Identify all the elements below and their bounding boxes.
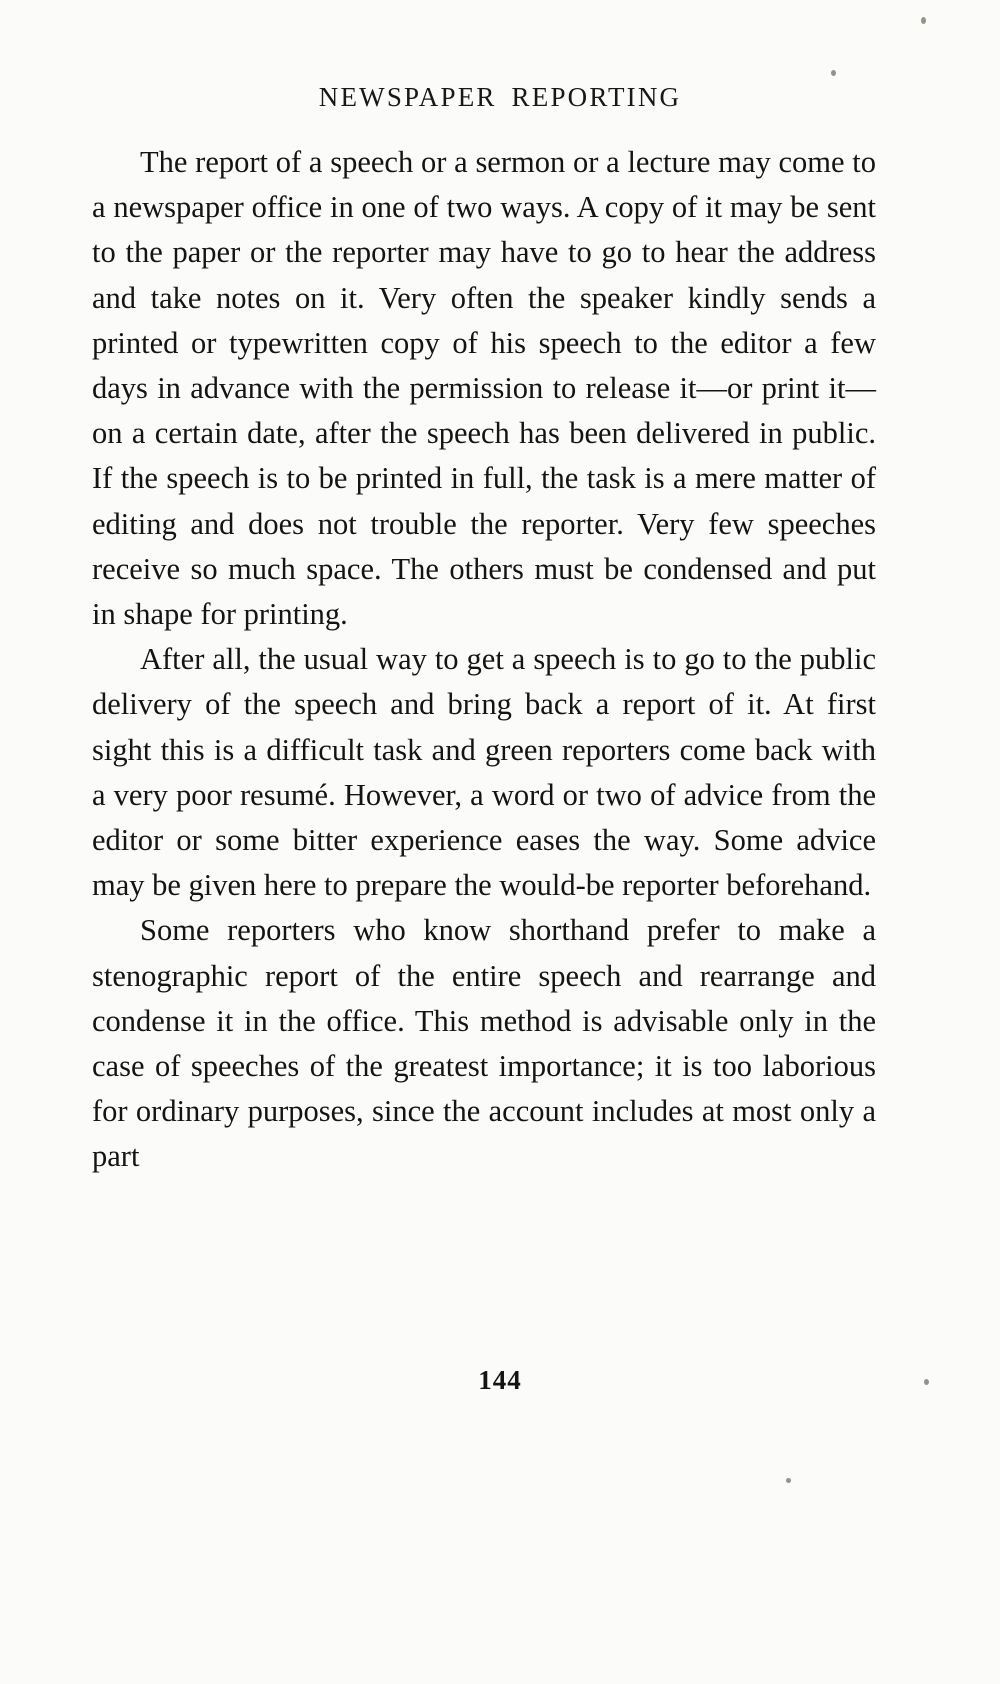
paragraph-3: Some reporters who know shorthand prefer to make a stenographic report of the entire speech and rearrange and condense it in the office. This method is advisable only in the case of speeches of the greatest importance; it is too laborious for ordinary purposes, since the account includes at most only a part: [92, 913, 876, 1174]
scan-speckle: [831, 70, 836, 76]
scan-speckle: [921, 17, 926, 24]
body-text: [92, 140, 876, 1180]
paragraph-1: The report of a speech or a sermon or a lecture may come to a newspaper office in one of two ways. A copy of it may be sent to the paper or the reporter may have to go to hear the address and take notes on it. Very often the speaker kindly sends a printed or typewritten copy of his speech to the editor a few days in advance with the permission to release it—or print it—on a certain date, after the speech has been delivered in public. If the speech is to be printed in full, the task is a mere matter of editing and does not trouble the reporter. Very few speeches receive so much space. The others must be condensed and put in shape for printing.: [92, 145, 876, 632]
paragraph-2: After all, the usual way to get a speech is to go to the public delivery of the speech and bring back a report of it. At first sight this is a difficult task and green reporters come back with a very poor resumé. However, a word or two of advice from the editor or some bitter experience eases the way. Some advice may be given here to prepare the would-be reporter beforehand.: [92, 642, 876, 903]
running-head: NEWSPAPER REPORTING: [318, 82, 682, 112]
page-number: 144: [478, 1365, 522, 1395]
scan-speckle: [786, 1478, 791, 1483]
